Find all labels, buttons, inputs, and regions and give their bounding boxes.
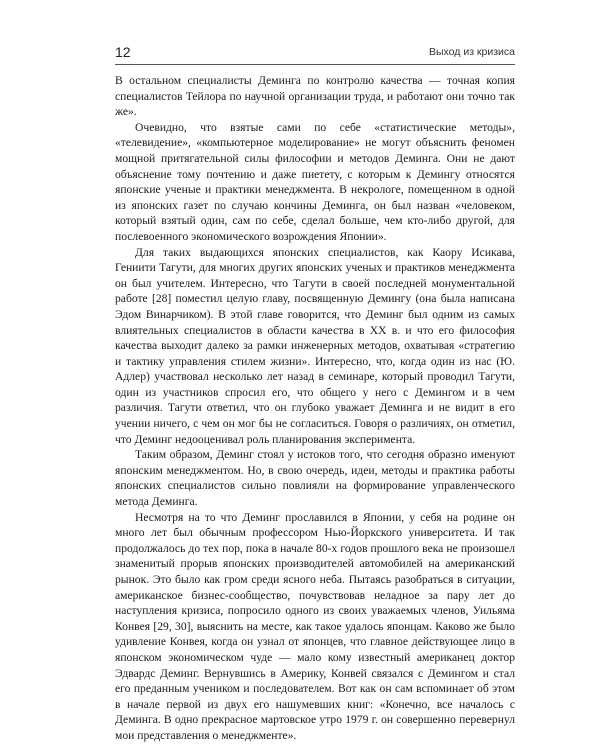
body-text (115, 73, 515, 744)
running-head: Выход из кризиса (429, 46, 515, 58)
paragraph-4: Таким образом, Деминг стоял у истоков того, что сегодня образно именуют японским менеджментом. Но, в свою очередь, идеи, методы и практика работы японских специалистов сильно повлияли на формирование управленческого метода Деминга. (115, 448, 515, 509)
paragraph-2: Очевидно, что взятые сами по себе «статистические методы», «телевидение», «компьютерное моделирование» не могут объяснить феномен мощной притягательной силы философии и методов Деминга. Они не дают объяснение тому почтению и даже пиетету, с которым к Демингу относятся японские ученые и практики менеджмента. В некрологе, помещенном в одной из японских газет по случаю кончины Деминга, он был назван «человеком, который взятый один, сам по себе, сделал больше, чем кто-либо другой, для послевоенного экономического возрождения Японии». (115, 120, 515, 243)
page-number: 12 (115, 44, 131, 60)
paragraph-5: Несмотря на то что Деминг прославился в Японии, у себя на родине он много лет был обычным профессором Нью-Йоркского университета. И так продолжалось до тех пор, пока в начале 80-х годов прошлого века не произошел знаменитый прорыв японских производителей автомобилей на американский рынок. Это было как гром среди ясного неба. Пытаясь разобраться в ситуации, американское бизнес-сообщество, почувствовав неладное за пару лет до наступления кризиса, попросило одного из своих уважаемых членов, Уильяма Конвея [29, 30], выяснить на месте, как такое удалось японцам. Каково же было удивление Конвея, когда он узнал от японцев, что главное действующее лицо в японском экономическом чуде — мало кому известный американец доктор Эдвардс Деминг. Вернувшись в Америку, Конвей связался с Демингом и стал его преданным учеником и последователем. Вот как он сам вспоминает об этом в начале первой из двух его нашумевших книг: «Конечно, все началось с Деминга. В одно прекрасное мартовское утро 1979 г. он совершенно перевернул мои представления о менеджменте». (115, 510, 515, 742)
paragraph-1: В остальном специалисты Деминга по контролю качества — точная копия специалистов Тейлора по научной организации труда, и работают они точно так же». (115, 74, 515, 119)
header-rule (115, 64, 515, 65)
paragraph-3: Для таких выдающихся японских специалистов, как Каору Исикава, Гениити Тагути, для многих других японских ученых и практиков менеджмента он был учителем. Интересно, что Тагути в своей последней монументальной работе [28] поместил целую главу, посвященную Демингу (она была написана Эдом Винарчиком). В этой главе говорится, что Деминг был одним из самых влиятельных специалистов в области качества в XX в. и что его философия качества выходит далеко за рамки инженерных методов, охватывая «стратегию и тактику управления стилем жизни». Интересно, что, когда один из нас (Ю. Адлер) участвовал несколько лет назад в семинаре, который проводил Тагути, один из участников спросил его, что общего у него с Демингом и в чем различия. Тагути ответил, что он глубоко уважает Деминга и не видит в его учении ничего, с чем он мог бы не согласиться. Говоря о различиях, он отметил, что Деминг недооценивал роль планирования эксперимента. (115, 245, 515, 446)
